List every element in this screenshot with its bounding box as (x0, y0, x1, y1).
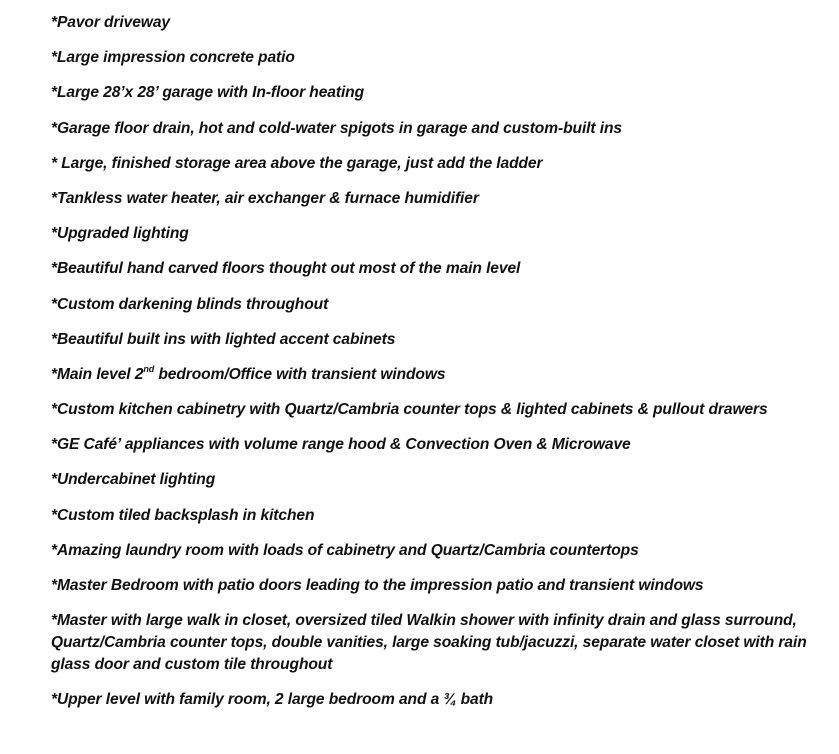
feature-item-backsplash: *Custom tiled backsplash in kitchen (51, 506, 315, 524)
feature-item-driveway: *Pavor driveway (51, 14, 170, 31)
feature-list (51, 12, 826, 725)
feature-item-garage-drain: *Garage floor drain, hot and cold-water spigots in garage and custom-built ins (51, 119, 622, 137)
feature-text-part: bedroom/Office with transient windows (154, 365, 446, 383)
feature-item-storage: * Large, finished storage area above the garage, just add the ladder (51, 154, 543, 172)
feature-item-garage: *Large 28’x 28’ garage with In-floor heating (51, 84, 365, 102)
feature-item-master-bedroom: *Master Bedroom with patio doors leading to the impression patio and transient windows (51, 577, 704, 594)
feature-text-part: *Main level 2 (51, 365, 144, 383)
feature-item-lighting: *Upgraded lighting (51, 225, 189, 243)
feature-item-patio: *Large impression concrete patio (51, 49, 295, 67)
feature-item-kitchen-cabinetry: *Custom kitchen cabinetry with Quartz/Cambria counter tops & lighted cabinets & pullout drawers (51, 401, 768, 419)
feature-item-second-bedroom (51, 364, 826, 386)
feature-item-built-ins: *Beautiful built ins with lighted accent cabinets (51, 330, 396, 348)
feature-item-appliances: *GE Café’ appliances with volume range hood & Convection Oven & Microwave (51, 436, 631, 454)
feature-item-water-heater: *Tankless water heater, air exchanger & furnace humidifier (51, 189, 479, 207)
feature-item-undercabinet: *Undercabinet lighting (51, 471, 216, 489)
feature-item-blinds: *Custom darkening blinds throughout (51, 295, 329, 313)
ordinal-superscript: nd (143, 363, 155, 374)
feature-item-master-bath: *Master with large walk in closet, oversized tiled Walkin shower with infinity drain and glass surround, Quartz/Cambria counter tops, double vanities, large soaking tub/jacuzzi, separate water closet with rain glass door and custom tile throughout (51, 612, 807, 674)
feature-item-floors: *Beautiful hand carved floors thought out most of the main level (51, 260, 521, 278)
feature-item-laundry: *Amazing laundry room with loads of cabinetry and Quartz/Cambria countertops (51, 541, 639, 559)
feature-item-upper-level: *Upper level with family room, 2 large bedroom and a ¾ bath (51, 691, 494, 709)
